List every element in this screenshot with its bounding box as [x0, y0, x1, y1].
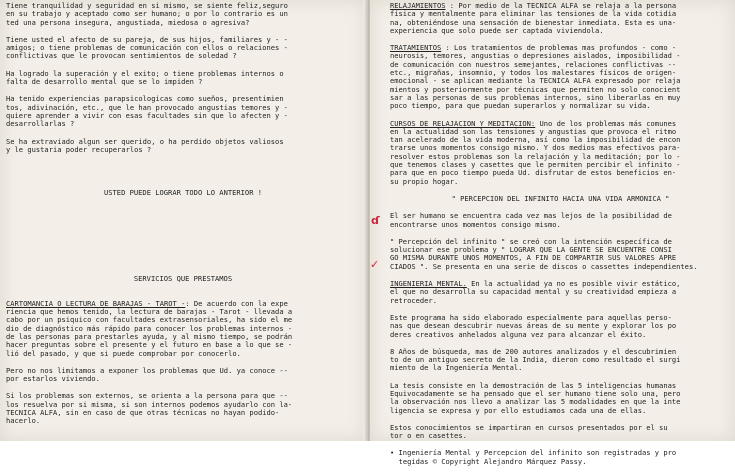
- paragraph-tratamientos: [390, 44, 731, 110]
- cursos-text: Uno de los problemas más comunes en la actualidad son las tensiones y angustias que provoca el ritmo tan acelerado de la vida moderna, así como la imposibilidad de encon trarse unos momentos consigo mismo. Y dos medios mas efectivos para- resolver estos problemas son la relajación y la meditación; por lo - que tenemos clases y casettes que le permiten percibir el infinito - para que en poco tiempo pueda Ud. disfrutar de estos beneficios en- su propio hogar.: [390, 118, 681, 186]
- paragraph-cursos: [390, 120, 731, 186]
- paragraph: Este programa ha sido elaborado especialmente para aquellas perso- nas que desean descubrir nuevas áreas de su mente y explorar los po deres creativos anhelados alguna vez para alcanzar el éxito.: [390, 312, 677, 339]
- callout-heading: USTED PUEDE LOGRAR TODO LO ANTERIOR !: [103, 188, 263, 198]
- paragraph: 8 Años de búsqueda, mas de 200 autores analizados y el descubrimien to de un antiguo secreto de la India, dieron como resultado el surgi miento de la Ingeniería Mental.: [390, 346, 681, 373]
- right-page: [370, 0, 735, 466]
- section-heading: SERVICIOS QUE PRESTAMOS: [133, 274, 233, 284]
- tarot-title: CARTOMANCIA O LECTURA DE BARAJAS - TAROT -: [6, 298, 186, 308]
- left-page: [0, 0, 366, 441]
- right-column: [390, 2, 731, 475]
- paragraph: El ser humano se encuentra cada vez mas lejos de la posibilidad de encontrarse unos momentos consigo mismo.: [390, 211, 672, 229]
- red-pen-mark-icon: ɗ: [371, 214, 380, 227]
- tratamientos-title: TRATAMIENTOS: [390, 43, 442, 53]
- tarot-text: : De acuerdo con la expe riencia que hemos tenido, la lectura de barajas - Tarot - llevada a cabo por un psiquico con facultades extrasensoriales, ha sido el me dio de diagnóstico más rápido para conocer los problemas internos - de las personas para prestarles ayuda, y al mismo tiempo, se podrán hacer preguntas sobre el presente y el futuro en base a lo que se - lió del pasado, y que si puede comprobar por conocerlo.: [6, 298, 293, 358]
- ingenieria-text: En la actualidad ya no es posible vivir estático, el que no desarrolla su capacidad mental y su creatividad empieza a retroceder.: [390, 279, 681, 305]
- tratamientos-text: : Los tratamientos de problemas mas profundos - como - neurosis, temores, angustias o depresiones aislados, imposibilidad - de comunicación con nuestros semejantes, relaciones conflictivas -- etc., migrañas, insomnio, y todos los malestares físicos de origen- emocional - se aplican mediante la TECNICA ALFA expresado por relaja mientos y posteriormente por técnicas que permiten no solo conocient sar a las personas de sus problemas internos, sino liberarlas en muy poco tiempo, para que puedan superarlos y normalizar su vida.: [390, 43, 681, 111]
- paragraph-copyright: • Ingeniería Mental y Percepcion del infinito son registradas y pro tegidas © Copyright Alejandro Márquez Passy.: [390, 448, 677, 466]
- paragraph: Pero no nos limitamos a exponer los problemas que Ud. ya conoce -- por estarlos viviendo.: [6, 365, 288, 384]
- red-pen-mark-icon: ✓: [370, 258, 380, 271]
- paragraph: Se ha extraviado algun ser querido, o ha perdido objetos valiosos y le gustaria poder recuperarlos ?: [6, 136, 284, 154]
- paragraph: Estos conocimientos se impartiran en cursos presentados por el su tor o en casettes.: [390, 422, 668, 441]
- cursos-title: CURSOS DE RELAJACION Y MEDITACION:: [390, 118, 536, 128]
- relajamientos-title: RELAJAMIENTOS: [390, 1, 446, 10]
- paragraph: Ha tenido experiencias parapsicologicas como sueños, presentimien tos, adivinación, etc., que le han provocado angustias temores y - quiere aprender a vivir con esas facultades sin que lo afecten y - desarrollarlas ?: [6, 94, 288, 129]
- paragraph: La tesis consiste en la demostración de las 5 inteligencias humanas Equivocadamente se ha pensado que el ser humano tiene solo una, pero la observación nos llevo a analizar las 5 modalidades en que la inte ligencia se expresa y por ello estudiamos cada una de ellas.: [390, 380, 681, 415]
- percepcion-heading: " PERCEPCION DEL INFINITO HACIA UNA VIDA ARMONICA ": [451, 193, 670, 203]
- ingenieria-title: INGENIERIA MENTAL.: [390, 279, 467, 289]
- paragraph: Si los problemas son externos, se orienta a la persona para que -- los resuelva por si misma, si son internos podemos ayudarlo con la- TECNICA ALFA, sin en caso de que otras técnicas no hayan podido- hacerlo.: [6, 391, 293, 426]
- paragraph-relajamientos: [390, 2, 731, 35]
- relajamientos-text: : Por medio de la TECNICA ALFA se relaja a la persona física y mentalmente para eliminar las tensiones de la vida cotidia na, obteniéndose una sensación de bienestar inmediata. Esta es una- experiencia que solo puede ser captada viviendola.: [390, 1, 677, 35]
- paragraph: Tiene tranquilidad y seguridad en si mismo, se siente feliz,seguro en su trabajo y aceptado como ser humano; o por lo contrario es un ted una persona insegura, angustiada, miedosa o agresiva?: [6, 1, 288, 27]
- paragraph: Ha logrado la superación y el exito; o tiene problemas internos o falta de desarrollo mental que se lo impiden ?: [6, 68, 284, 87]
- paragraph-ingenieria: [390, 280, 731, 305]
- paragraph-percepcion: " Percepción del infinito " se creó con la intención específica de solucionar ese problema y " LOGRAR QUE LA GENTE SE ENCUENTRE CONSI GO MISMA DURANTE UNOS MOMENTOS, A FIN DE COMPARTIR SUS VALORES APRE CIADOS ". Se presenta en una serie de discos o cassettes independientes.: [390, 236, 698, 271]
- paragraph-tarot: [6, 300, 360, 358]
- left-column: [6, 2, 360, 435]
- paragraph: Tiene usted el afecto de su pareja, de sus hijos, familiares y - - amigos; o tiene problemas de comunicación con ellos o relaciones - conflictivas que le provocan sentimientos de soledad ?: [6, 34, 288, 61]
